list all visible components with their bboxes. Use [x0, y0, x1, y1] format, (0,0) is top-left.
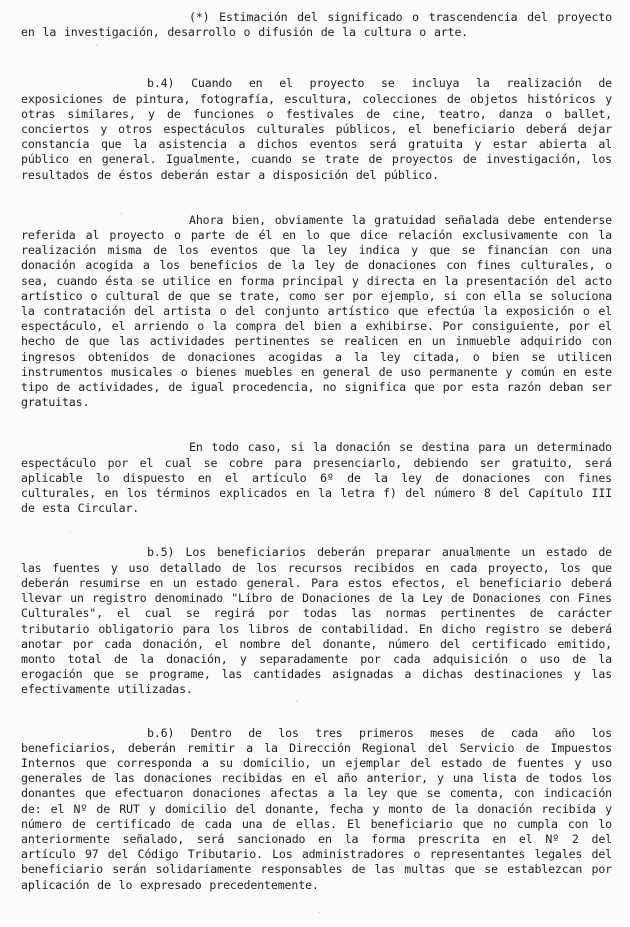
paragraph-text: b.4) Cuando en el proyecto se incluya la realización de exposiciones de pintura, fotografía, escultura, colecciones de objetos históricos y otras similares, y de funciones o festivales de cine, teatro, danza o ballet, conciertos y otros espectáculos culturales públicos, el beneficiario deberá dejar constancia que la asistencia a dichos eventos será gratuita y estar abierta al público en general. Igualmente, cuando se trate de proyectos de investigación, los resultados de éstos deberán estar a disposición del público.: [21, 76, 612, 182]
paragraph-b6-annual-report: [21, 726, 612, 893]
paragraph-text: (*) Estimación del significado o trascendencia del proyecto en la investigación, desarrollo o difusión de la cultura o arte.: [21, 10, 612, 40]
paragraph-free-admission: [21, 213, 612, 411]
paragraph-b4-public-events: [21, 76, 612, 182]
paragraph-text: b.5) Los beneficiarios deberán preparar anualmente un estado de las fuentes y uso detallado de los recursos recibidos en cada proyecto, los que deberán resumirse en un estado general. Para estos efectos, el beneficiario deberá llevar un registro denominado "Libro de Donaciones de la Ley de Donaciones con Fines Culturales", el cual se regirá por todas las normas pertinentes de carácter tributario obligatorio para los libros de contabilidad. En dicho registro se deberá anotar por cada donación, el nombre del donante, número del certificado emitido, monto total de la donación, y separadamente por cada adquisición o uso de la erogación que se programe, las cantidades asignadas a dichas destinaciones y las efectivamente utilizadas.: [21, 545, 612, 697]
paragraph-text: Ahora bien, obviamente la gratuidad señalada debe entenderse referida al proyecto o parte de él en lo que dice relación exclusivamente con la realización misma de los eventos que la ley indica y que se financian con una donación acogida a los beneficios de la ley de donaciones con fines culturales, o sea, cuando ésta se utilice en forma principal y directa en la presentación del acto artístico o cultural de que se trate, como ser por ejemplo, si con ella se soluciona la contratación del artista o del conjunto artístico que efectúa la exposición o el espectáculo, el arriendo o la compra del bien a exhibirse. Por consiguiente, por el hecho de que las actividades pertinentes se realicen en un inmueble adquirido con ingresos obtenidos de donaciones acogidas a la ley citada, o bien se utilicen instrumentos musicales o bienes muebles en general de uso permanente y común en este tipo de actividades, de igual procedencia, no significa que por esta razón deban ser gratuitas.: [21, 212, 612, 410]
paragraph-paid-spectacle: [21, 440, 612, 516]
scan-speck: [318, 912, 320, 913]
paragraph-text: b.6) Dentro de los tres primeros meses de cada año los beneficiarios, deberán remitir a la Dirección Regional del Servicio de Impuestos Internos que corresponda a su domicilio, un ejemplar del estado de fuentes y uso generales de las donaciones recibidas en el año anterior, y una lista de todos los donantes que efectuaron donaciones afectas a la ley que se comenta, con indicación de: el Nº de RUT y domicilio del donante, fecha y monto de la donación recibida y número de certificado de cada una de ellas. El beneficiario que no cumpla con lo anteriormente señalado, será sancionado en la forma prescrita en el Nº 2 del artículo 97 del Código Tributario. Los administradores o representantes legales del beneficiario serán solidariamente responsables de las multas que se establezcan por aplicación de lo expresado precedentemente.: [21, 725, 612, 892]
paragraph-text: En todo caso, si la donación se destina para un determinado espectáculo por el cual se cobre para presenciarlo, debiendo ser gratuito, será aplicable lo dispuesto en el artículo 6º de la ley de donaciones con fines culturales, en los términos explicados en la letra f) del número 8 del Capítulo III de esta Circular.: [21, 440, 612, 516]
document-page: [21, 10, 612, 893]
scan-speck: [296, 700, 298, 702]
scan-speck: [70, 531, 71, 533]
scan-speck: [120, 213, 122, 214]
paragraph-b5-funds-statement: [21, 545, 612, 697]
scan-speck: [96, 44, 98, 46]
paragraph-criterion-significance: [21, 10, 612, 40]
